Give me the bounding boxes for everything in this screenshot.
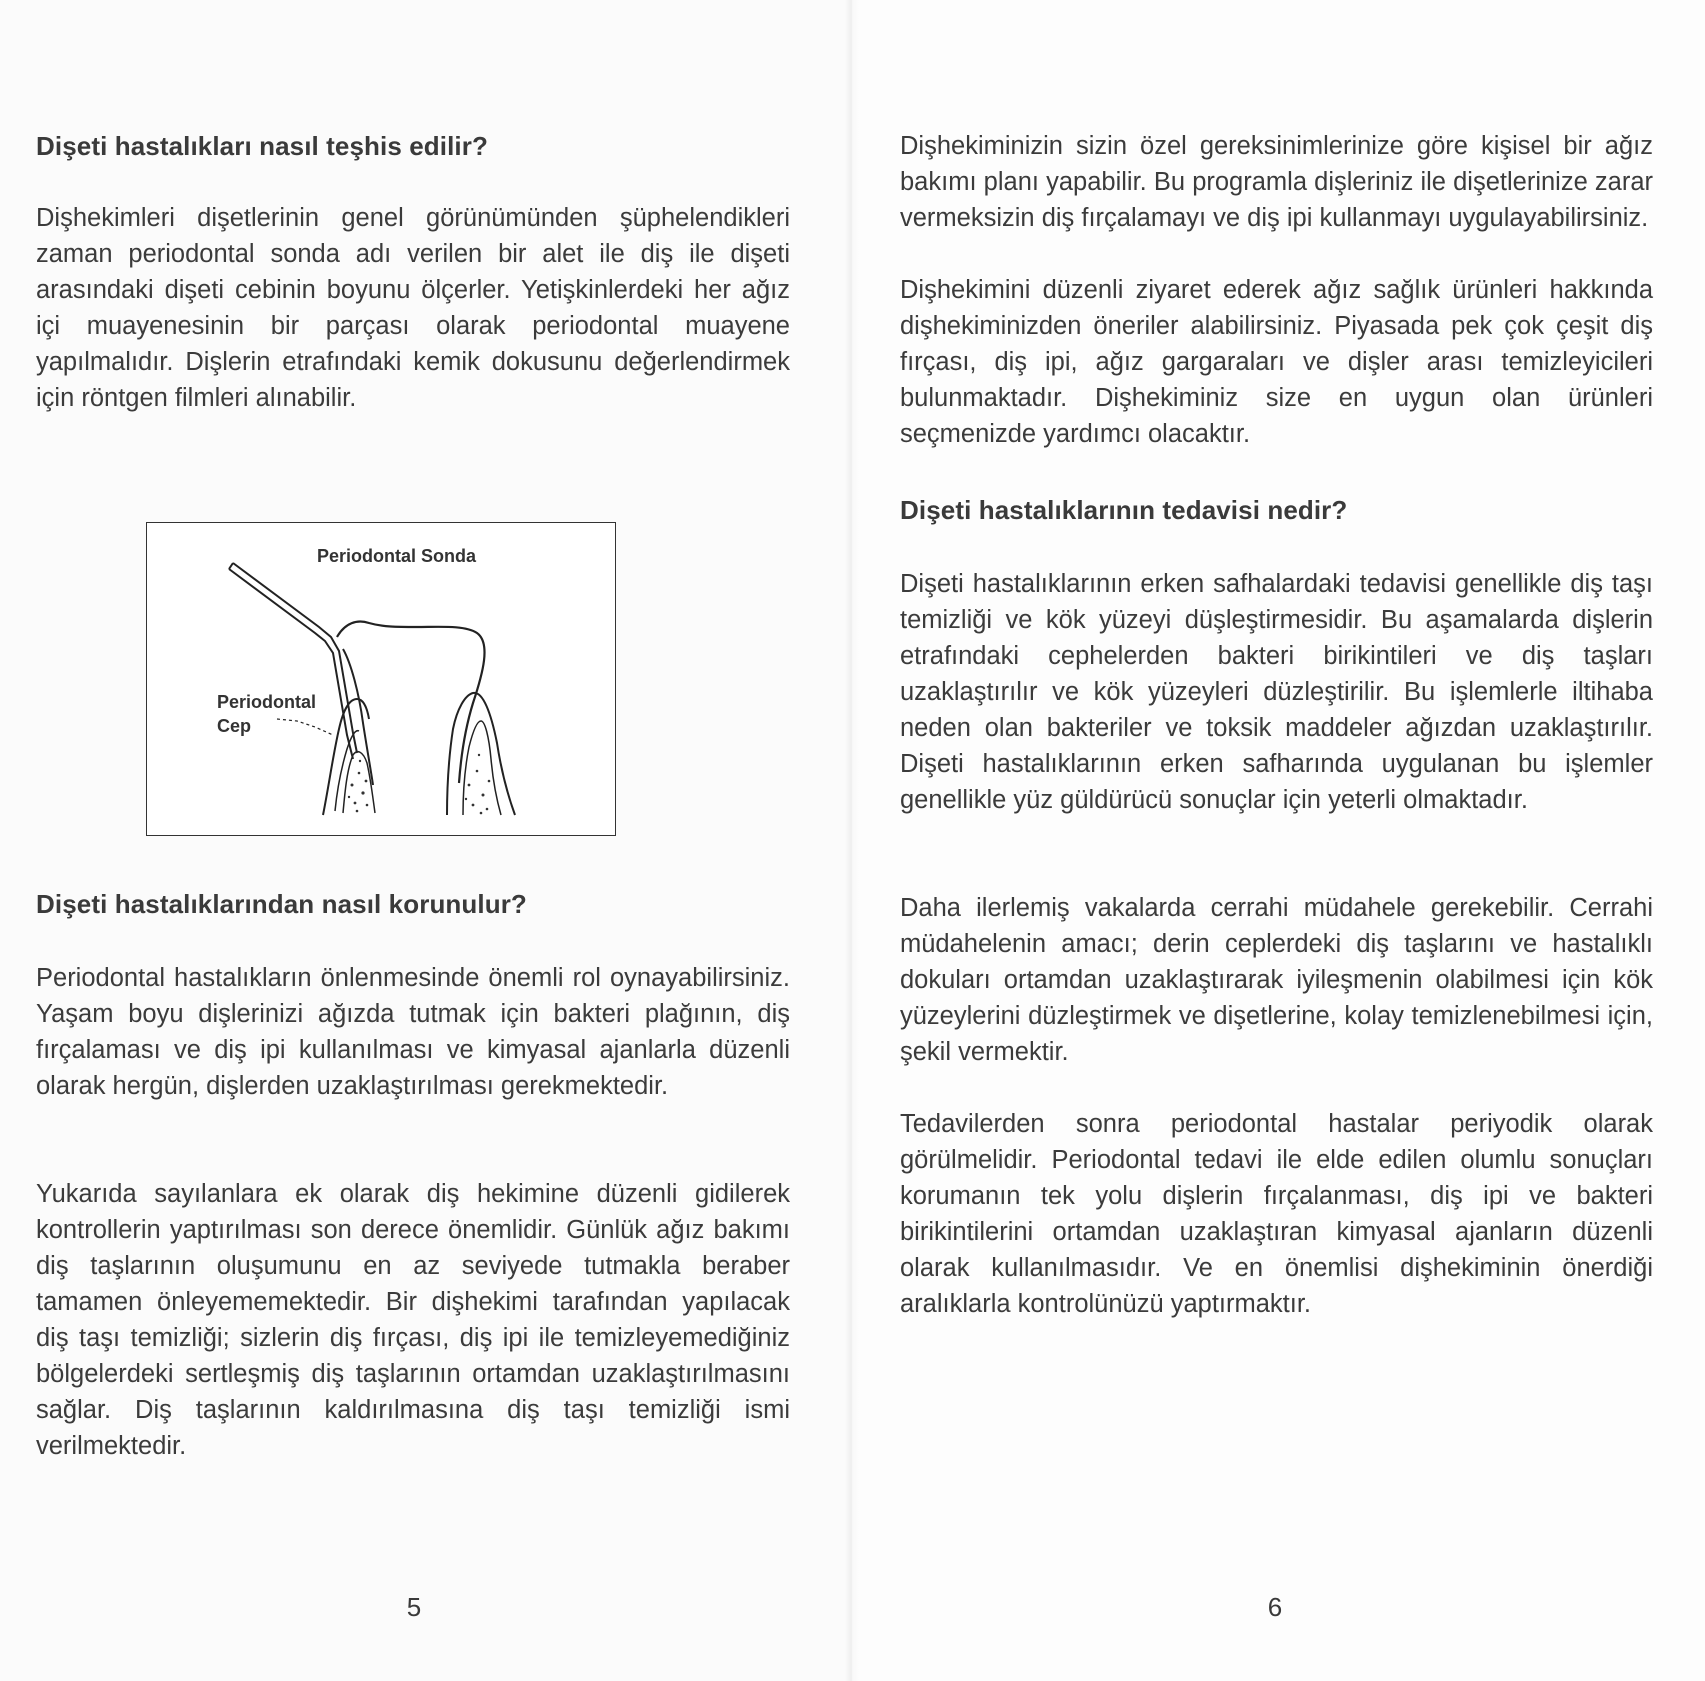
paragraph-intro-2: Dişhekimini düzenli ziyaret ederek ağız sağlık ürünleri hakkında dişhekiminizden öneriler alabilirsiniz. Piyasada pek çok çeşit diş fırçası, diş ipi, ağız gargaraları ve dişler arası temizleyicileri bulunmaktadır. Dişhekiminiz size en uygun olan ürünleri seçmenizde yardımcı olacaktır. xyxy=(900,276,1653,448)
page-number-left: 5 xyxy=(406,1592,422,1622)
paragraph-treatment-2: Daha ilerlemiş vakalarda cerrahi müdahele gerekebilir. Cerrahi müdahelenin amacı; derin ceplerdeki diş taşlarını ve hastalıklı dokuları ortamdan uzaklaştırarak iyileşmenin olabilmesi için kök yüzeylerini düzleştirmek ve dişetlerine, kolay temizlenebilmesi için, şekil vermektir. xyxy=(900,894,1653,1066)
paragraph-treatment-3: Tedavilerden sonra periodontal hastalar periyodik olarak görülmelidir. Periodontal tedavi ile elde edilen olumlu sonuçları korumanın tek yolu dişlerin fırçalanması, diş ipi ve bakteri birikintilerini ortamdan uzaklaştıran kimyasal ajanların düzenli olarak kullanılmasıdır. Ve en önemlisi dişhekiminin önerdiği aralıklarla kontrolünüzü yaptırmaktır. xyxy=(900,1110,1653,1318)
pocket-label-line1: Periodontal xyxy=(217,692,317,712)
heading-treatment: Dişeti hastalıklarının tedavisi nedir? xyxy=(900,495,1348,525)
periodontal-probe-figure xyxy=(146,522,616,836)
heading-prevention: Dişeti hastalıklarından nasıl korunulur? xyxy=(36,889,527,919)
heading-diagnosis: Dişeti hastalıkları nasıl teşhis edilir? xyxy=(36,131,488,161)
page-fold xyxy=(845,0,859,1681)
paragraph-intro-1: Dişhekiminizin sizin özel gereksinimlerinize göre kişisel bir ağız bakımı planı yapabilir. Bu programla dişleriniz ile dişetlerinize zarar vermeksizin diş fırçalamayı ve diş ipi kullanmayı uygulayabilirsiniz. xyxy=(900,132,1653,232)
probe-label: Periodontal Sonda xyxy=(317,546,477,566)
right-page xyxy=(852,0,1705,1681)
paragraph-prevention-1: Periodontal hastalıkların önlenmesinde önemli rol oynayabilirsiniz. Yaşam boyu dişlerinizi ağızda tutmak için bakteri plağının, diş fırçalaması ve diş ipi kullanılması ve kimyasal ajanlarla düzenli olarak hergün, dişlerden uzaklaştırılması gerekmektedir. xyxy=(36,964,790,1100)
paragraph-treatment-1: Dişeti hastalıklarının erken safhalardaki tedavisi genellikle diş taşı temizliği ve kök yüzeyi düşleştirmesidir. Bu aşamalarda dişlerin etrafındaki cephelerden bakteri birikintileri ve diş taşları uzaklaştırılır ve kök yüzeyleri düzleştirilir. Bu işlemlerle iltihaba neden olan bakteriler ve toksik maddeler ağızdan uzaklaştırılır. Dişeti hastalıklarının erken safharında uygulanan bu işlemler genellikle yüz güldürücü sonuçlar için yeterli olmaktadır. xyxy=(900,570,1653,814)
tooth-probe-illustration xyxy=(147,523,617,837)
page-number-right: 6 xyxy=(1267,1592,1283,1622)
paragraph-diagnosis: Dişhekimleri dişetlerinin genel görünümünden şüphelendikleri zaman periodontal sonda adı verilen bir alet ile diş ile dişeti arasındaki dişeti cebinin boyunu ölçerler. Yetişkinlerdeki her ağız içi muayenesinin bir parçası olarak periodontal muayene yapılmalıdır. Dişlerin etrafındaki kemik dokusunu değerlendirmek için röntgen filmleri alınabilir. xyxy=(36,204,790,412)
pocket-label-line2: Cep xyxy=(217,716,252,736)
paragraph-prevention-2: Yukarıda sayılanlara ek olarak diş hekimine düzenli gidilerek kontrollerin yaptırılması son derece önemlidir. Günlük ağız bakımı diş taşlarının oluşumunu en az seviyede tutmakla beraber tamamen önleyememektedir. Bir dişhekimi tarafından yapılacak diş taşı temizliği; sizlerin diş fırçası, diş ipi ile temizleyemediğiniz bölgelerdeki sertleşmiş diş taşlarının ortamdan uzaklaştırılmasını sağlar. Diş taşlarının kaldırılmasına diş taşı temizliği ismi verilmektedir. xyxy=(36,1180,790,1460)
